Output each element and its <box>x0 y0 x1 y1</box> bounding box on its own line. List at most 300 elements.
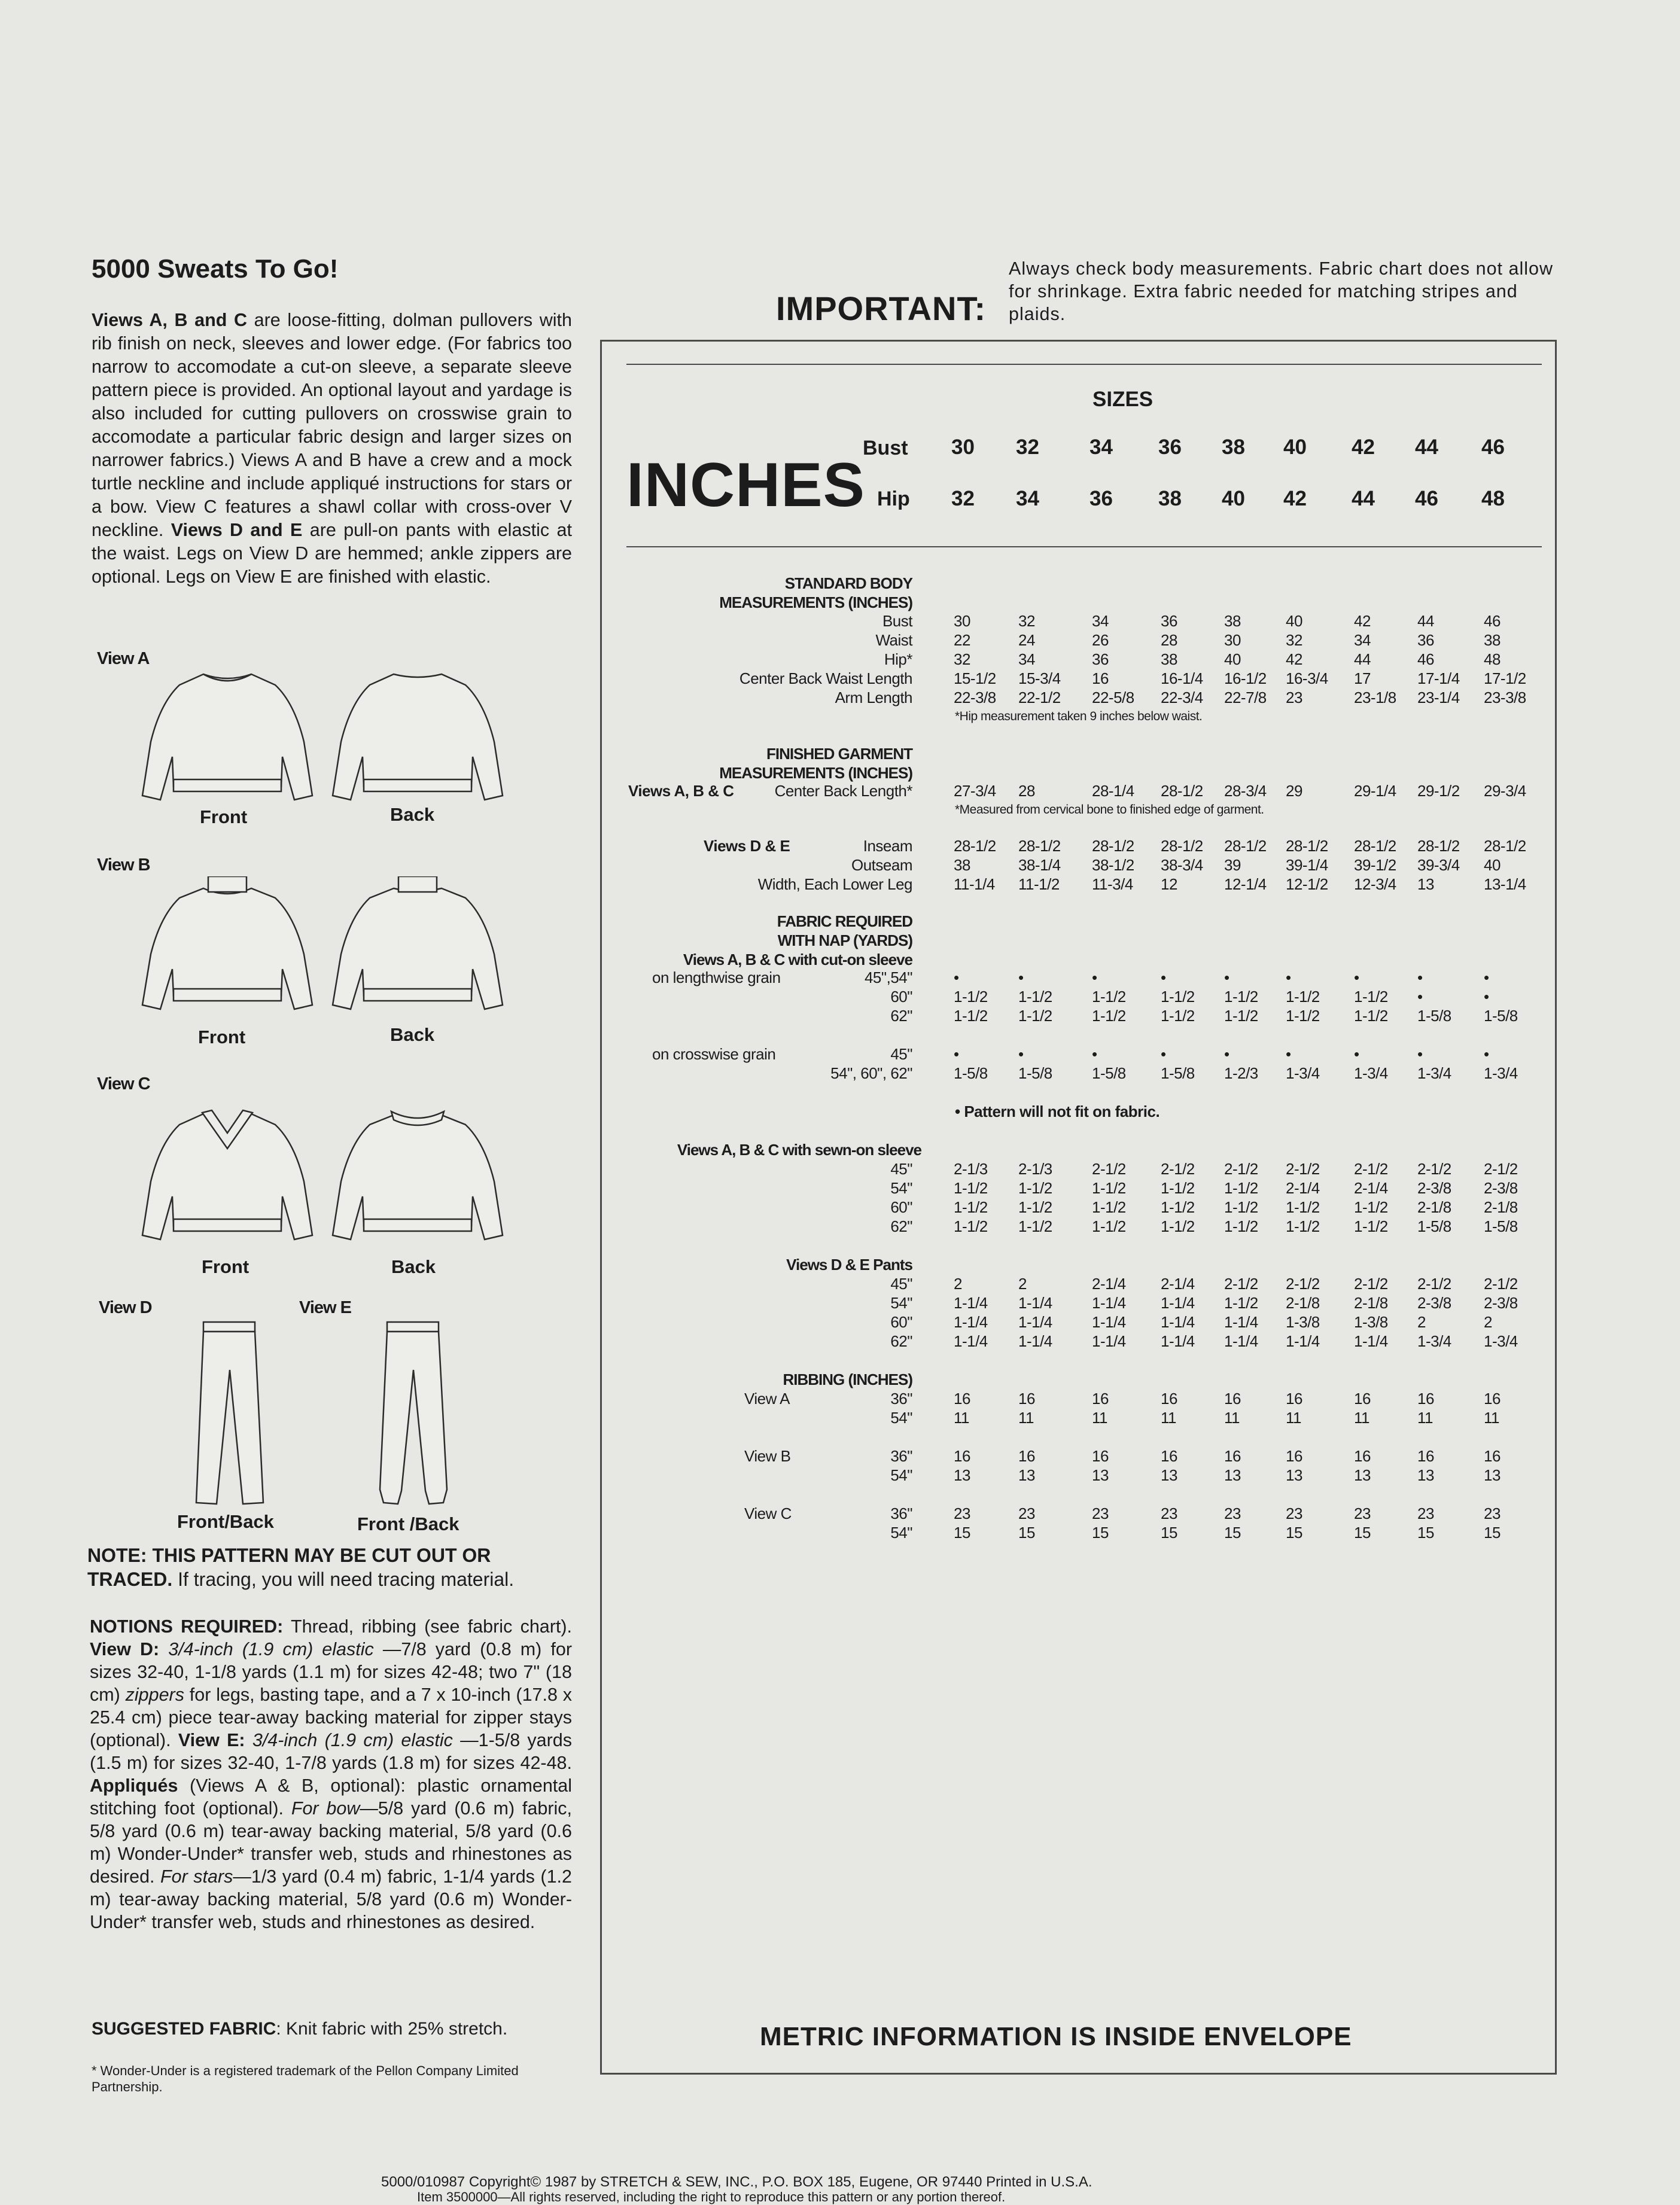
view-a-back-caption: Back <box>390 804 435 825</box>
bust-size-38: 38 <box>1222 435 1245 459</box>
cell-value: 16 <box>1161 1390 1177 1408</box>
cell-value: 1-1/4 <box>1354 1332 1388 1350</box>
cell-value: 44 <box>1354 650 1371 668</box>
section-heading: FABRIC REQUIRED <box>777 912 912 930</box>
bust-size-46: 46 <box>1481 435 1505 459</box>
cell-value: 38 <box>1484 631 1501 649</box>
cell-value: • <box>1354 969 1359 986</box>
cell-value: 11-1/4 <box>954 875 995 893</box>
section-heading: Views A, B & C with cut-on sleeve <box>683 951 912 969</box>
cell-value: 1-1/2 <box>1224 1294 1258 1312</box>
row-label: 54" <box>890 1524 912 1542</box>
pattern-description: Views A, B and C are loose-fitting, dolman pullovers with rib finish on neck, sleeves and lower edge. (For fabrics too narrow to accomodate a cut-on sleeve, a separate sleeve pattern piece is provided. An optional layout and yardage is also included for cutting pullovers on crosswise grain to accomodate a particular fabric design and larger sizes on narrower fabrics.) Views A and B have a crew and a mock turtle neckline and include appliqué instructions for stars or a bow. View C features a shawl collar with cross-over V neckline. Views D and E are pull-on pants with elastic at the waist. Legs on View D are hemmed; ankle zippers are optional. Legs on View E are finished with elastic. <box>92 310 572 587</box>
cell-value: • <box>1161 969 1166 986</box>
cell-value: • <box>1484 1045 1489 1063</box>
cell-value: 28-1/4 <box>1092 782 1134 800</box>
cell-value: • <box>1417 969 1423 986</box>
cell-value: 42 <box>1286 650 1302 668</box>
cell-value: 1-2/3 <box>1224 1064 1258 1082</box>
chart-unit-title: INCHES <box>626 450 865 520</box>
cell-value: 11 <box>954 1409 969 1427</box>
cell-value: 32 <box>1286 631 1302 649</box>
cell-value: 13-1/4 <box>1484 875 1526 893</box>
section-heading: FINISHED GARMENT <box>766 745 912 763</box>
cell-value: 16 <box>954 1447 970 1465</box>
cell-value: 16 <box>1484 1447 1501 1465</box>
cell-value: 1-1/2 <box>954 1179 988 1197</box>
cell-value: 1-3/4 <box>1484 1332 1518 1350</box>
cell-value: 1-1/2 <box>1092 1198 1126 1216</box>
cell-value: 2-1/3 <box>1018 1160 1052 1178</box>
row-label: 45" <box>890 1045 912 1063</box>
cell-value: 15 <box>1224 1524 1241 1542</box>
cell-value: 11 <box>1224 1409 1240 1427</box>
pattern-title: 5000 Sweats To Go! <box>92 254 339 284</box>
cell-value: 46 <box>1484 612 1501 630</box>
cell-value: 28-1/2 <box>1354 837 1396 855</box>
view-b-back-caption: Back <box>390 1024 435 1045</box>
cell-value: 16-1/2 <box>1224 669 1267 687</box>
cell-value: 39-3/4 <box>1417 856 1460 874</box>
hip-size-32: 32 <box>951 487 975 510</box>
copyright-line: 5000/010987 Copyright© 1987 by STRETCH & SEW, INC., P.O. BOX 185, Eugene, OR 97440 Printed in U.S.A. <box>381 2174 1092 2190</box>
cell-value: 30 <box>1224 631 1241 649</box>
cell-value: 13 <box>1484 1466 1501 1484</box>
important-note: Always check body measurements. Fabric chart does not allow for shrinkage. Extra fabric needed for matching stripes and plaids. <box>1009 258 1553 324</box>
cell-value: 24 <box>1018 631 1035 649</box>
cell-value: 2-1/2 <box>1092 1160 1126 1178</box>
cell-value: • <box>1018 1045 1024 1063</box>
cell-value: 22-7/8 <box>1224 689 1267 706</box>
cell-value: 29 <box>1286 782 1302 800</box>
cell-value: 1-1/4 <box>1286 1332 1320 1350</box>
cell-value: 22 <box>954 631 970 649</box>
cell-value: 2-1/2 <box>1417 1160 1451 1178</box>
row-label: 60" <box>890 1198 912 1216</box>
cell-value: 28 <box>1161 631 1177 649</box>
rights-line: Item 3500000—All rights reserved, including the right to reproduce this pattern or any portion thereof. <box>417 2189 1006 2204</box>
cell-value: 1-1/2 <box>1092 1217 1126 1235</box>
cell-value: 11 <box>1354 1409 1369 1427</box>
sizes-title: SIZES <box>1092 388 1154 411</box>
bust-size-30: 30 <box>951 435 975 459</box>
cell-value: 1-1/2 <box>1224 1007 1258 1025</box>
cell-value: • <box>1018 969 1024 986</box>
cell-value: 1-1/2 <box>1092 1007 1126 1025</box>
cell-value: 17 <box>1354 669 1371 687</box>
cell-value: 1-3/4 <box>1417 1332 1451 1350</box>
cell-value: 2-1/8 <box>1484 1198 1518 1216</box>
cell-value: 40 <box>1484 856 1501 874</box>
cell-value: 16 <box>1161 1447 1177 1465</box>
section-heading: MEASUREMENTS (INCHES) <box>719 764 912 782</box>
view-c-label: View C <box>97 1074 150 1094</box>
cell-value: 1-1/2 <box>1286 1217 1320 1235</box>
cell-value: 1-1/2 <box>954 1217 988 1235</box>
cell-value: 1-1/2 <box>1018 1217 1052 1235</box>
bust-size-34: 34 <box>1089 435 1113 459</box>
cell-value: 1-1/2 <box>1018 988 1052 1006</box>
suggested-fabric: SUGGESTED FABRIC: Knit fabric with 25% stretch. <box>92 2019 508 2039</box>
metric-info-note: METRIC INFORMATION IS INSIDE ENVELOPE <box>760 2022 1352 2051</box>
cell-value: 1-1/2 <box>1092 988 1126 1006</box>
cell-value: 2-1/3 <box>954 1160 988 1178</box>
chart-footnote: • Pattern will not fit on fabric. <box>955 1102 1160 1120</box>
section-heading: Views A, B & C with sewn-on sleeve <box>677 1141 921 1159</box>
section-heading: MEASUREMENTS (INCHES) <box>719 593 912 611</box>
cell-value: 34 <box>1354 631 1371 649</box>
row-label: 36" <box>890 1504 912 1522</box>
cell-value: 36 <box>1161 612 1177 630</box>
cell-value: • <box>1092 969 1097 986</box>
cell-value: 23 <box>1092 1504 1109 1522</box>
cell-value: 16-1/4 <box>1161 669 1203 687</box>
cell-value: 28 <box>1018 782 1035 800</box>
row-label: 62" <box>890 1217 912 1235</box>
view-e-label: View E <box>299 1298 351 1317</box>
row-group-label: View B <box>744 1447 791 1465</box>
view-c-back-caption: Back <box>391 1256 436 1277</box>
cell-value: 1-1/4 <box>1092 1294 1126 1312</box>
cell-value: • <box>1224 969 1229 986</box>
cell-value: 1-1/2 <box>1161 1179 1195 1197</box>
cell-value: 16 <box>1092 1390 1109 1408</box>
cell-value: 36 <box>1092 650 1109 668</box>
row-group-label: View C <box>744 1504 792 1522</box>
cell-value: 39 <box>1224 856 1241 874</box>
view-d-caption: Front/Back <box>177 1511 274 1532</box>
cell-value: • <box>1161 1045 1166 1063</box>
cell-value: 1-1/2 <box>1161 1198 1195 1216</box>
row-label: 60" <box>890 988 912 1006</box>
cell-value: 39-1/2 <box>1354 856 1396 874</box>
cell-value: 13 <box>954 1466 970 1484</box>
cell-value: 29-3/4 <box>1484 782 1526 800</box>
cell-value: 1-3/8 <box>1286 1313 1320 1331</box>
cell-value: 1-1/2 <box>1354 1217 1388 1235</box>
row-label: Waist <box>875 631 912 649</box>
row-label: 36" <box>890 1447 912 1465</box>
cell-value: 28-1/2 <box>1484 837 1526 855</box>
row-label: 54" <box>890 1179 912 1197</box>
cell-value: 1-1/2 <box>1018 1198 1052 1216</box>
cell-value: 11 <box>1018 1409 1034 1427</box>
hip-size-42: 42 <box>1283 487 1307 510</box>
cell-value: 1-5/8 <box>1417 1217 1451 1235</box>
cell-value: 2-1/2 <box>1224 1160 1258 1178</box>
hip-size-36: 36 <box>1089 487 1113 510</box>
row-label: Inseam <box>863 837 912 855</box>
row-label: Arm Length <box>835 689 912 706</box>
section-heading: RIBBING (INCHES) <box>783 1370 912 1388</box>
cell-value: 46 <box>1417 650 1434 668</box>
cell-value: 22-1/2 <box>1018 689 1061 706</box>
cell-value: 1-1/2 <box>1286 988 1320 1006</box>
cell-value: 28-3/4 <box>1224 782 1267 800</box>
cell-value: 1-1/4 <box>1161 1313 1195 1331</box>
cell-value: 1-1/2 <box>1286 1198 1320 1216</box>
cell-value: 1-1/2 <box>1224 1217 1258 1235</box>
cell-value: 23-1/4 <box>1417 689 1460 706</box>
cell-value: 1-5/8 <box>1484 1007 1518 1025</box>
cell-value: 2-1/2 <box>1484 1275 1518 1293</box>
cell-value: 26 <box>1092 631 1109 649</box>
cell-value: 1-5/8 <box>1018 1064 1052 1082</box>
row-label: 54" <box>890 1466 912 1484</box>
hip-size-48: 48 <box>1481 487 1505 510</box>
cell-value: 11 <box>1484 1409 1499 1427</box>
cell-value: 2-3/8 <box>1417 1179 1451 1197</box>
cell-value: 30 <box>954 612 970 630</box>
view-b-label: View B <box>97 855 150 875</box>
important-label: IMPORTANT: <box>776 290 987 327</box>
cell-value: 2-1/2 <box>1484 1160 1518 1178</box>
cell-value: 16 <box>1092 669 1109 687</box>
cell-value: 2-1/2 <box>1286 1275 1320 1293</box>
cell-value: 40 <box>1224 650 1241 668</box>
chart-header-rule <box>626 546 1542 547</box>
cell-value: 16 <box>1224 1447 1241 1465</box>
cell-value: 23 <box>1417 1504 1434 1522</box>
cell-value: 13 <box>1417 1466 1434 1484</box>
cell-value: 1-1/2 <box>1092 1179 1126 1197</box>
cell-value: 23 <box>1224 1504 1241 1522</box>
cell-value: 39-1/4 <box>1286 856 1328 874</box>
cut-or-trace-note: NOTE: THIS PATTERN MAY BE CUT OUT OR TRACED. If tracing, you will need tracing material. <box>87 1545 515 1590</box>
cell-value: 23 <box>1484 1504 1501 1522</box>
cell-value: 13 <box>1354 1466 1371 1484</box>
cell-value: 32 <box>1018 612 1035 630</box>
cell-value: 38 <box>954 856 970 874</box>
cell-value: 16 <box>954 1390 970 1408</box>
bust-size-36: 36 <box>1158 435 1182 459</box>
row-label: Center Back Waist Length <box>739 669 912 687</box>
cell-value: 1-1/4 <box>1092 1332 1126 1350</box>
cell-value: 16-3/4 <box>1286 669 1328 687</box>
cell-value: 2-1/8 <box>1354 1294 1388 1312</box>
cell-value: 34 <box>1018 650 1035 668</box>
cell-value: 16 <box>1354 1447 1371 1465</box>
cell-value: 1-1/2 <box>1018 1179 1052 1197</box>
cell-value: 44 <box>1417 612 1434 630</box>
cell-value: 2-1/4 <box>1354 1179 1388 1197</box>
cell-value: 28-1/2 <box>1224 837 1267 855</box>
cell-value: 1-1/2 <box>954 1007 988 1025</box>
cell-value: 2-1/4 <box>1286 1179 1320 1197</box>
cell-value: 1-1/2 <box>1018 1007 1052 1025</box>
cell-value: 1-3/4 <box>1484 1064 1518 1082</box>
row-group-label: Views D & E <box>704 837 790 855</box>
cell-value: 1-1/4 <box>1018 1313 1052 1331</box>
cell-value: 23 <box>1286 689 1302 706</box>
cell-value: 16 <box>1286 1447 1302 1465</box>
cell-value: 1-1/4 <box>1161 1294 1195 1312</box>
cell-value: 13 <box>1286 1466 1302 1484</box>
cell-value: 12-3/4 <box>1354 875 1396 893</box>
cell-value: 1-1/2 <box>1161 988 1195 1006</box>
cell-value: 12-1/2 <box>1286 875 1328 893</box>
row-label: 60" <box>890 1313 912 1331</box>
cell-value: 1-1/2 <box>1224 988 1258 1006</box>
bust-size-32: 32 <box>1016 435 1039 459</box>
cell-value: 1-1/4 <box>1092 1313 1126 1331</box>
cell-value: 38-1/4 <box>1018 856 1061 874</box>
cell-value: 11-1/2 <box>1018 875 1060 893</box>
cell-value: 22-5/8 <box>1092 689 1134 706</box>
section-heading: Views D & E Pants <box>786 1256 912 1274</box>
view-d-label: View D <box>99 1298 152 1317</box>
cell-value: 28-1/2 <box>1018 837 1061 855</box>
row-label: Width, Each Lower Leg <box>757 875 912 893</box>
cell-value: 34 <box>1092 612 1109 630</box>
cell-value: 11-3/4 <box>1092 875 1133 893</box>
cell-value: 12 <box>1161 875 1177 893</box>
cell-value: 11 <box>1092 1409 1107 1427</box>
cell-value: 1-5/8 <box>1417 1007 1451 1025</box>
cell-value: 2-3/8 <box>1484 1179 1518 1197</box>
hip-size-40: 40 <box>1222 487 1245 510</box>
cell-value: 16 <box>1484 1390 1501 1408</box>
row-label: Center Back Length* <box>774 782 912 800</box>
row-label: 54", 60", 62" <box>830 1064 912 1082</box>
cell-value: 1-1/2 <box>1161 1217 1195 1235</box>
cell-value: 15-1/2 <box>954 669 996 687</box>
cell-value: • <box>1092 1045 1097 1063</box>
cell-value: 16 <box>1092 1447 1109 1465</box>
cell-value: 28-1/2 <box>954 837 996 855</box>
cell-value: 1-1/2 <box>1224 1198 1258 1216</box>
cell-value: 2 <box>954 1275 962 1293</box>
cell-value: 15 <box>1018 1524 1035 1542</box>
cell-value: 2-1/2 <box>1286 1160 1320 1178</box>
hip-size-34: 34 <box>1016 487 1039 510</box>
hip-size-46: 46 <box>1415 487 1438 510</box>
cell-value: 2-1/8 <box>1286 1294 1320 1312</box>
cell-value: 13 <box>1161 1466 1177 1484</box>
hip-size-44: 44 <box>1352 487 1375 510</box>
row-group-label: View A <box>744 1390 790 1408</box>
cell-value: 29-1/4 <box>1354 782 1396 800</box>
cell-value: 22-3/8 <box>954 689 996 706</box>
cell-value: 1-1/4 <box>1224 1332 1258 1350</box>
cell-value: 28-1/2 <box>1092 837 1134 855</box>
cell-value: 23-1/8 <box>1354 689 1396 706</box>
cell-value: 1-3/4 <box>1354 1064 1388 1082</box>
cell-value: • <box>954 1045 959 1063</box>
cell-value: 2-3/8 <box>1417 1294 1451 1312</box>
row-label: 45",54" <box>864 969 912 986</box>
cell-value: 38-1/2 <box>1092 856 1134 874</box>
notions-required: NOTIONS REQUIRED: Thread, ribbing (see fabric chart). View D: 3/4-inch (1.9 cm) elastic —7/8 yard (0.8 m) for sizes 32-40, 1-1/8 yards (1.1 m) for sizes 42-48; two 7" (18 cm) zippers for legs, basting tape, and a 7 x 10-inch (17.8 x 25.4 cm) piece tear-away backing material for zipper stays (optional). View E: 3/4-inch (1.9 cm) elastic —1-5/8 yards (1.5 m) for sizes 32-40, 1-7/8 yards (1.8 m) for sizes 42-48. Appliqués (Views A & B, optional): plastic ornamental stitching foot (optional). For bow—5/8 yard (0.6 m) fabric, 5/8 yard (0.6 m) tear-away backing material, 5/8 yard (0.6 m) Wonder-Under* transfer web, studs and rhinestones as desired. For stars—1/3 yard (0.4 m) fabric, 1-1/4 yards (1.2 m) tear-away backing material, 5/8 yard (0.6 m) Wonder-Under* transfer web, studs and rhinestones as desired. <box>90 1616 572 1932</box>
cell-value: 1-1/4 <box>1018 1294 1052 1312</box>
cell-value: 48 <box>1484 650 1501 668</box>
row-label: 45" <box>890 1275 912 1293</box>
bust-label: Bust <box>863 437 908 459</box>
cell-value: 1-1/4 <box>1161 1332 1195 1350</box>
chart-footnote: *Hip measurement taken 9 inches below waist. <box>955 709 1203 723</box>
cell-value: 15 <box>1092 1524 1109 1542</box>
cell-value: 15 <box>954 1524 970 1542</box>
cell-value: 15-3/4 <box>1018 669 1061 687</box>
row-group-label: Views A, B & C <box>628 782 734 800</box>
cell-value: 11 <box>1161 1409 1176 1427</box>
row-group-label: on crosswise grain <box>652 1045 776 1063</box>
cell-value: 23 <box>1018 1504 1035 1522</box>
cell-value: • <box>1354 1045 1359 1063</box>
cell-value: 2-1/2 <box>1354 1160 1388 1178</box>
hip-size-38: 38 <box>1158 487 1182 510</box>
cell-value: 15 <box>1354 1524 1371 1542</box>
cell-value: 23 <box>1286 1504 1302 1522</box>
cell-value: 27-3/4 <box>954 782 996 800</box>
cell-value: 16 <box>1224 1390 1241 1408</box>
cell-value: 2-1/8 <box>1417 1198 1451 1216</box>
cell-value: 16 <box>1018 1390 1035 1408</box>
cell-value: 1-1/2 <box>1354 1007 1388 1025</box>
view-a-front-caption: Front <box>200 806 248 827</box>
view-c-front-caption: Front <box>202 1256 249 1277</box>
cell-value: 15 <box>1161 1524 1177 1542</box>
cell-value: 28-1/2 <box>1286 837 1328 855</box>
row-label: 54" <box>890 1409 912 1427</box>
cell-value: 1-1/2 <box>954 1198 988 1216</box>
cell-value: 1-1/4 <box>1224 1313 1258 1331</box>
cell-value: 40 <box>1286 612 1302 630</box>
row-label: 45" <box>890 1160 912 1178</box>
cell-value: 15 <box>1286 1524 1302 1542</box>
cell-value: 36 <box>1417 631 1434 649</box>
cell-value: 2-1/4 <box>1161 1275 1195 1293</box>
cell-value: 1-5/8 <box>1484 1217 1518 1235</box>
cell-value: • <box>1484 969 1489 986</box>
cell-value: 1-1/4 <box>954 1313 988 1331</box>
cell-value: • <box>1286 1045 1291 1063</box>
cell-value: 1-1/2 <box>1354 988 1388 1006</box>
section-heading: WITH NAP (YARDS) <box>777 931 912 949</box>
cell-value: 16 <box>1417 1390 1434 1408</box>
cell-value: 32 <box>954 650 970 668</box>
chart-footnote: *Measured from cervical bone to finished edge of garment. <box>955 803 1264 817</box>
cell-value: 1-3/4 <box>1286 1064 1320 1082</box>
cell-value: 2 <box>1417 1313 1426 1331</box>
cell-value: 1-1/4 <box>1018 1332 1052 1350</box>
cell-value: 15 <box>1417 1524 1434 1542</box>
cell-value: 16 <box>1286 1390 1302 1408</box>
cell-value: 13 <box>1224 1466 1241 1484</box>
cell-value: 22-3/4 <box>1161 689 1203 706</box>
cell-value: • <box>1417 1045 1423 1063</box>
cell-value: 38 <box>1224 612 1241 630</box>
cell-value: 29-1/2 <box>1417 782 1460 800</box>
bust-size-42: 42 <box>1352 435 1375 459</box>
cell-value: 23 <box>1161 1504 1177 1522</box>
row-label: 36" <box>890 1390 912 1408</box>
trademark-note: * Wonder-Under is a registered trademark of the Pellon Company Limited Partnership. <box>92 2063 519 2094</box>
cell-value: 38-3/4 <box>1161 856 1203 874</box>
cell-value: 1-3/4 <box>1417 1064 1451 1082</box>
row-group-label: on lengthwise grain <box>652 969 781 986</box>
cell-value: 13 <box>1417 875 1434 893</box>
cell-value: • <box>1224 1045 1229 1063</box>
cell-value: 16 <box>1354 1390 1371 1408</box>
cell-value: 1-5/8 <box>1161 1064 1195 1082</box>
cell-value: 1-1/2 <box>954 988 988 1006</box>
cell-value: 28-1/2 <box>1161 782 1203 800</box>
cell-value: 2-3/8 <box>1484 1294 1518 1312</box>
section-heading: STANDARD BODY <box>784 574 912 592</box>
cell-value: 23 <box>1354 1504 1371 1522</box>
cell-value: 17-1/4 <box>1417 669 1460 687</box>
